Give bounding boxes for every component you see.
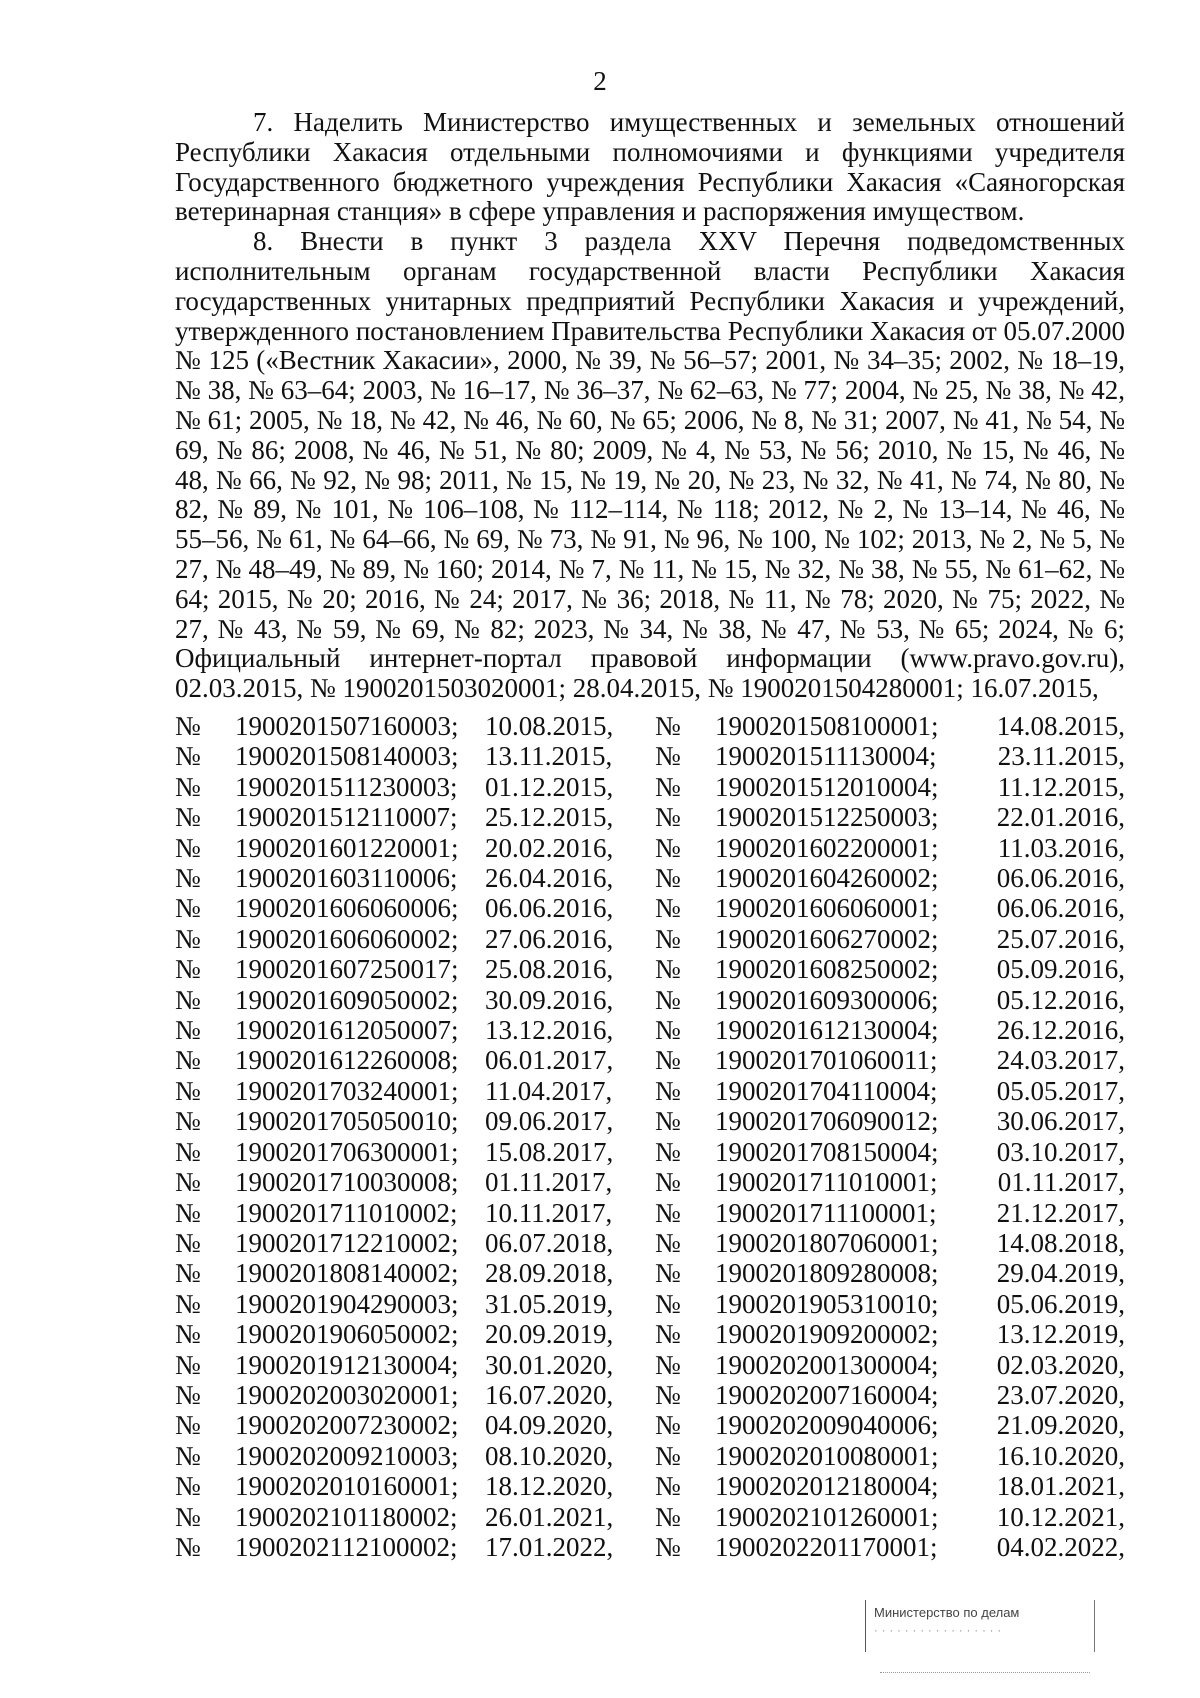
publication-number: 1900201712210002; bbox=[235, 1227, 459, 1258]
publication-number: 1900202112100002; bbox=[235, 1531, 458, 1562]
page-number: 2 bbox=[593, 66, 607, 96]
number-sign: № bbox=[175, 1440, 201, 1471]
publication-date: 10.12.2021, bbox=[996, 1501, 1125, 1532]
publication-date: 13.12.2016, bbox=[485, 1015, 614, 1046]
publication-date: 06.07.2018, bbox=[485, 1227, 614, 1258]
publication-number: 1900201705050010; bbox=[235, 1106, 459, 1137]
publication-number: 1900201606060001; bbox=[715, 893, 939, 924]
publication-number: 1900201706090012; bbox=[715, 1106, 939, 1137]
publication-date: 01.11.2017, bbox=[485, 1167, 613, 1198]
publication-number: 1900201602200001; bbox=[715, 832, 939, 863]
number-sign: № bbox=[175, 741, 201, 772]
number-sign: № bbox=[175, 923, 201, 954]
publication-number: 1900202101260001; bbox=[715, 1501, 939, 1532]
publication-date: 25.07.2016, bbox=[996, 923, 1125, 954]
publication-date: 31.05.2019, bbox=[485, 1288, 614, 1319]
number-sign: № bbox=[655, 1288, 681, 1319]
publication-date: 20.02.2016, bbox=[485, 832, 614, 863]
publication-date: 13.11.2015, bbox=[485, 741, 613, 772]
number-sign: № bbox=[175, 1410, 201, 1441]
table-row bbox=[175, 1258, 1125, 1288]
number-sign: № bbox=[655, 802, 681, 833]
publication-number: 1900201608250002; bbox=[715, 954, 939, 985]
publication-number: 1900201508140003; bbox=[235, 741, 459, 772]
publication-number: 1900201512110007; bbox=[235, 802, 458, 833]
publication-number: 1900202007160004; bbox=[715, 1379, 939, 1410]
publication-date: 06.01.2017, bbox=[485, 1045, 614, 1076]
table-row bbox=[175, 954, 1125, 984]
number-sign: № bbox=[655, 984, 681, 1015]
publication-date: 25.12.2015, bbox=[485, 802, 614, 833]
number-sign: № bbox=[655, 1106, 681, 1137]
publication-number: 1900201906050002; bbox=[235, 1319, 459, 1350]
table-row bbox=[175, 1045, 1125, 1075]
publication-date: 18.01.2021, bbox=[996, 1471, 1125, 1502]
publication-date: 11.03.2016, bbox=[997, 832, 1125, 863]
table-row bbox=[175, 1380, 1125, 1410]
number-sign: № bbox=[655, 832, 681, 863]
number-sign: № bbox=[175, 863, 201, 894]
number-sign: № bbox=[655, 893, 681, 924]
number-sign: № bbox=[655, 1319, 681, 1350]
number-sign: № bbox=[175, 1379, 201, 1410]
publication-number: 1900201606270002; bbox=[715, 923, 939, 954]
publication-number: 1900201704110004; bbox=[715, 1075, 938, 1106]
publication-number: 1900201511230003; bbox=[235, 771, 458, 802]
publication-number: 1900202009210003; bbox=[235, 1440, 459, 1471]
number-sign: № bbox=[175, 954, 201, 985]
number-sign: № bbox=[175, 1136, 201, 1167]
publication-number: 1900201711100001; bbox=[715, 1197, 937, 1228]
publication-date: 28.09.2018, bbox=[485, 1258, 614, 1289]
publication-date: 08.10.2020, bbox=[485, 1440, 614, 1471]
publication-number: 1900202010160001; bbox=[235, 1471, 459, 1502]
stamp-text: Министерство по делам bbox=[874, 1605, 1020, 1620]
table-row bbox=[175, 1228, 1125, 1258]
publication-date: 11.12.2015, bbox=[997, 771, 1125, 802]
number-sign: № bbox=[655, 1258, 681, 1289]
publication-date: 27.06.2016, bbox=[485, 923, 614, 954]
publication-number: 1900201606060006; bbox=[235, 893, 459, 924]
table-row bbox=[175, 1289, 1125, 1319]
publication-date: 21.09.2020, bbox=[996, 1410, 1125, 1441]
publication-date: 01.12.2015, bbox=[485, 771, 614, 802]
publication-number: 1900201609300006; bbox=[715, 984, 939, 1015]
publication-number: 1900201511130004; bbox=[715, 741, 937, 772]
publication-number: 1900202003020001; bbox=[235, 1379, 459, 1410]
publication-number: 1900201601220001; bbox=[235, 832, 459, 863]
table-row bbox=[175, 1441, 1125, 1471]
publication-number: 1900201909200002; bbox=[715, 1319, 939, 1350]
table-row bbox=[175, 1319, 1125, 1349]
number-sign: № bbox=[655, 1075, 681, 1106]
number-sign: № bbox=[655, 1045, 681, 1076]
publication-date: 13.12.2019, bbox=[996, 1319, 1125, 1350]
table-row bbox=[175, 1502, 1125, 1532]
publication-date: 26.12.2016, bbox=[996, 1015, 1125, 1046]
publication-date: 23.07.2020, bbox=[996, 1379, 1125, 1410]
stamp-illegible-text: · · · · · · · · · · · · · · · · · bbox=[874, 1625, 1002, 1637]
number-sign: № bbox=[655, 1136, 681, 1167]
table-row bbox=[175, 985, 1125, 1015]
number-sign: № bbox=[175, 1227, 201, 1258]
publication-number: 1900201609050002; bbox=[235, 984, 459, 1015]
publication-number: 1900202101180002; bbox=[235, 1501, 458, 1532]
stamp-underline bbox=[880, 1672, 1090, 1673]
number-sign: № bbox=[175, 1167, 201, 1198]
publication-number: 1900201701060011; bbox=[715, 1045, 938, 1076]
publication-number: 1900201603110006; bbox=[235, 863, 458, 894]
publication-number: 1900201604260002; bbox=[715, 863, 939, 894]
table-row bbox=[175, 924, 1125, 954]
number-sign: № bbox=[655, 711, 681, 741]
number-sign: № bbox=[655, 771, 681, 802]
publication-date: 30.06.2017, bbox=[996, 1106, 1125, 1137]
publication-date: 05.05.2017, bbox=[996, 1075, 1125, 1106]
number-sign: № bbox=[655, 741, 681, 772]
publication-date: 05.06.2019, bbox=[996, 1288, 1125, 1319]
number-sign: № bbox=[655, 1015, 681, 1046]
table-row bbox=[175, 1106, 1125, 1136]
publication-date: 21.12.2017, bbox=[996, 1197, 1125, 1228]
publication-number: 1900201703240001; bbox=[235, 1075, 459, 1106]
number-sign: № bbox=[655, 1167, 681, 1198]
publication-date: 16.07.2020, bbox=[485, 1379, 614, 1410]
paragraph-7: 7. Наделить Министерство имущественных и земельных отношений Республики Хакасия отдельными полномочиями и функциями учредителя Государственного бюджетного учреждения Республики Хакасия «Саяногорская ветеринарная станция» в сфере управления и распоряжения имуществом. bbox=[175, 107, 1125, 227]
publication-date: 16.10.2020, bbox=[996, 1440, 1125, 1471]
publication-number: 1900201612260008; bbox=[235, 1045, 459, 1076]
number-sign: № bbox=[175, 1531, 201, 1562]
publication-date: 02.03.2020, bbox=[996, 1349, 1125, 1380]
publication-number: 1900202201170001; bbox=[715, 1531, 938, 1562]
table-row bbox=[175, 833, 1125, 863]
publication-number: 1900201612130004; bbox=[715, 1015, 939, 1046]
number-sign: № bbox=[175, 1015, 201, 1046]
publication-number: 1900201706300001; bbox=[235, 1136, 459, 1167]
number-sign: № bbox=[175, 1501, 201, 1532]
publication-number: 1900202012180004; bbox=[715, 1471, 939, 1502]
publication-number: 1900201710030008; bbox=[235, 1167, 459, 1198]
number-sign: № bbox=[175, 1349, 201, 1380]
number-sign: № bbox=[175, 893, 201, 924]
publication-number: 1900201708150004; bbox=[715, 1136, 939, 1167]
table-row bbox=[175, 1350, 1125, 1380]
publication-number: 1900202009040006; bbox=[715, 1410, 939, 1441]
publication-number: 1900201808140002; bbox=[235, 1258, 459, 1289]
table-row bbox=[175, 802, 1125, 832]
publication-date: 26.01.2021, bbox=[485, 1501, 614, 1532]
number-sign: № bbox=[175, 1319, 201, 1350]
number-sign: № bbox=[175, 832, 201, 863]
publication-date: 10.08.2015, bbox=[485, 711, 614, 741]
table-row bbox=[175, 741, 1125, 771]
table-row bbox=[175, 1410, 1125, 1440]
table-row bbox=[175, 893, 1125, 923]
number-sign: № bbox=[175, 1106, 201, 1137]
publication-number: 1900201711010001; bbox=[715, 1167, 938, 1198]
paragraph-8: 8. Внести в пункт 3 раздела XXV Перечня подведомственных исполнительным органам государственной власти Республики Хакасия государственных унитарных предприятий Республики Хакасия и учреждений, утвержденного постановлением Правительства Республики Хакасия от 05.07.2000 № 125 («Вестник Хакасии», 2000, № 39, № 56–57; 2001, № 34–35; 2002, № 18–19, № 38, № 63–64; 2003, № 16–17, № 36–37, № 62–63, № 77; 2004, № 25, № 38, № 42, № 61; 2005, № 18, № 42, № 46, № 60, № 65; 2006, № 8, № 31; 2007, № 41, № 54, № 69, № 86; 2008, № 46, № 51, № 80; 2009, № 4, № 53, № 56; 2010, № 15, № 46, № 48, № 66, № 92, № 98; 2011, № 15, № 19, № 20, № 23, № 32, № 41, № 74, № 80, № 82, № 89, № 101, № 106–108, № 112–114, № 118; 2012, № 2, № 13–14, № 46, № 55–56, № 61, № 64–66, № 69, № 73, № 91, № 96, № 100, № 102; 2013, № 2, № 5, № 27, № 48–49, № 89, № 160; 2014, № 7, № 11, № 15, № 32, № 38, № 55, № 61–62, № 64; 2015, № 20; 2016, № 24; 2017, № 36; 2018, № 11, № 78; 2020, № 75; 2022, № 27, № 43, № 59, № 69, № 82; 2023, № 34, № 38, № 47, № 53, № 65; 2024, № 6; Официальный интернет-портал правовой информации (www.pravo.gov.ru), 02.03.2015, № 1900201503020001; 28.04.2015, № 1900201504280001; 16.07.2015, bbox=[175, 226, 1125, 704]
number-sign: № bbox=[655, 1501, 681, 1532]
publication-number: 1900202007230002; bbox=[235, 1410, 459, 1441]
table-row bbox=[175, 772, 1125, 802]
table-row bbox=[175, 1167, 1125, 1197]
publication-number: 1900201507160003; bbox=[235, 711, 459, 741]
publication-date: 06.06.2016, bbox=[996, 863, 1125, 894]
number-sign: № bbox=[175, 1471, 201, 1502]
publication-date: 10.11.2017, bbox=[485, 1197, 613, 1228]
publication-date: 03.10.2017, bbox=[996, 1136, 1125, 1167]
publication-date: 15.08.2017, bbox=[485, 1136, 614, 1167]
publication-date: 23.11.2015, bbox=[997, 741, 1125, 772]
publication-date: 06.06.2016, bbox=[485, 893, 614, 924]
table-row bbox=[175, 1015, 1125, 1045]
publication-date: 18.12.2020, bbox=[485, 1471, 614, 1502]
number-sign: № bbox=[175, 1045, 201, 1076]
publication-date: 09.06.2017, bbox=[485, 1106, 614, 1137]
publication-date: 14.08.2015, bbox=[996, 711, 1125, 741]
number-sign: № bbox=[655, 1471, 681, 1502]
publication-date: 17.01.2022, bbox=[485, 1531, 614, 1562]
number-sign: № bbox=[655, 1440, 681, 1471]
document-body bbox=[175, 108, 1125, 704]
publication-number: 1900201612050007; bbox=[235, 1015, 459, 1046]
publication-number: 1900201904290003; bbox=[235, 1288, 459, 1319]
publication-date: 11.04.2017, bbox=[485, 1075, 613, 1106]
number-sign: № bbox=[655, 954, 681, 985]
number-sign: № bbox=[655, 1227, 681, 1258]
table-row bbox=[175, 1532, 1125, 1562]
number-sign: № bbox=[655, 1197, 681, 1228]
publication-date: 30.01.2020, bbox=[485, 1349, 614, 1380]
publication-date: 05.12.2016, bbox=[996, 984, 1125, 1015]
publication-number: 1900201512250003; bbox=[715, 802, 939, 833]
publication-date: 25.08.2016, bbox=[485, 954, 614, 985]
number-sign: № bbox=[175, 1075, 201, 1106]
number-sign: № bbox=[655, 923, 681, 954]
publication-number: 1900201912130004; bbox=[235, 1349, 459, 1380]
number-sign: № bbox=[175, 802, 201, 833]
table-row bbox=[175, 863, 1125, 893]
publication-number: 1900202001300004; bbox=[715, 1349, 939, 1380]
table-row bbox=[175, 1076, 1125, 1106]
publication-date: 22.01.2016, bbox=[996, 802, 1125, 833]
publication-list bbox=[175, 711, 1125, 1562]
number-sign: № bbox=[175, 984, 201, 1015]
publication-date: 04.09.2020, bbox=[485, 1410, 614, 1441]
number-sign: № bbox=[655, 1531, 681, 1562]
number-sign: № bbox=[175, 711, 201, 741]
number-sign: № bbox=[655, 863, 681, 894]
table-row bbox=[175, 1137, 1125, 1167]
publication-number: 1900201512010004; bbox=[715, 771, 939, 802]
publication-number: 1900201607250017; bbox=[235, 954, 459, 985]
publication-number: 1900201905310010; bbox=[715, 1288, 939, 1319]
publication-date: 14.08.2018, bbox=[996, 1227, 1125, 1258]
publication-number: 1900201711010002; bbox=[235, 1197, 458, 1228]
publication-date: 01.11.2017, bbox=[997, 1167, 1125, 1198]
number-sign: № bbox=[175, 1197, 201, 1228]
publication-number: 1900201807060001; bbox=[715, 1227, 939, 1258]
publication-date: 24.03.2017, bbox=[996, 1045, 1125, 1076]
publication-date: 04.02.2022, bbox=[996, 1531, 1125, 1562]
table-row bbox=[175, 1198, 1125, 1228]
publication-date: 20.09.2019, bbox=[485, 1319, 614, 1350]
publication-date: 05.09.2016, bbox=[996, 954, 1125, 985]
publication-date: 06.06.2016, bbox=[996, 893, 1125, 924]
table-row bbox=[175, 1471, 1125, 1501]
number-sign: № bbox=[655, 1379, 681, 1410]
publication-number: 1900201606060002; bbox=[235, 923, 459, 954]
publication-date: 30.09.2016, bbox=[485, 984, 614, 1015]
number-sign: № bbox=[175, 1288, 201, 1319]
number-sign: № bbox=[655, 1349, 681, 1380]
publication-date: 29.04.2019, bbox=[996, 1258, 1125, 1289]
number-sign: № bbox=[175, 771, 201, 802]
publication-date: 26.04.2016, bbox=[485, 863, 614, 894]
publication-number: 1900202010080001; bbox=[715, 1440, 939, 1471]
publication-number: 1900201508100001; bbox=[715, 711, 939, 741]
registration-stamp bbox=[865, 1600, 1095, 1652]
number-sign: № bbox=[655, 1410, 681, 1441]
publication-number: 1900201809280008; bbox=[715, 1258, 939, 1289]
table-row bbox=[175, 711, 1125, 741]
number-sign: № bbox=[175, 1258, 201, 1289]
